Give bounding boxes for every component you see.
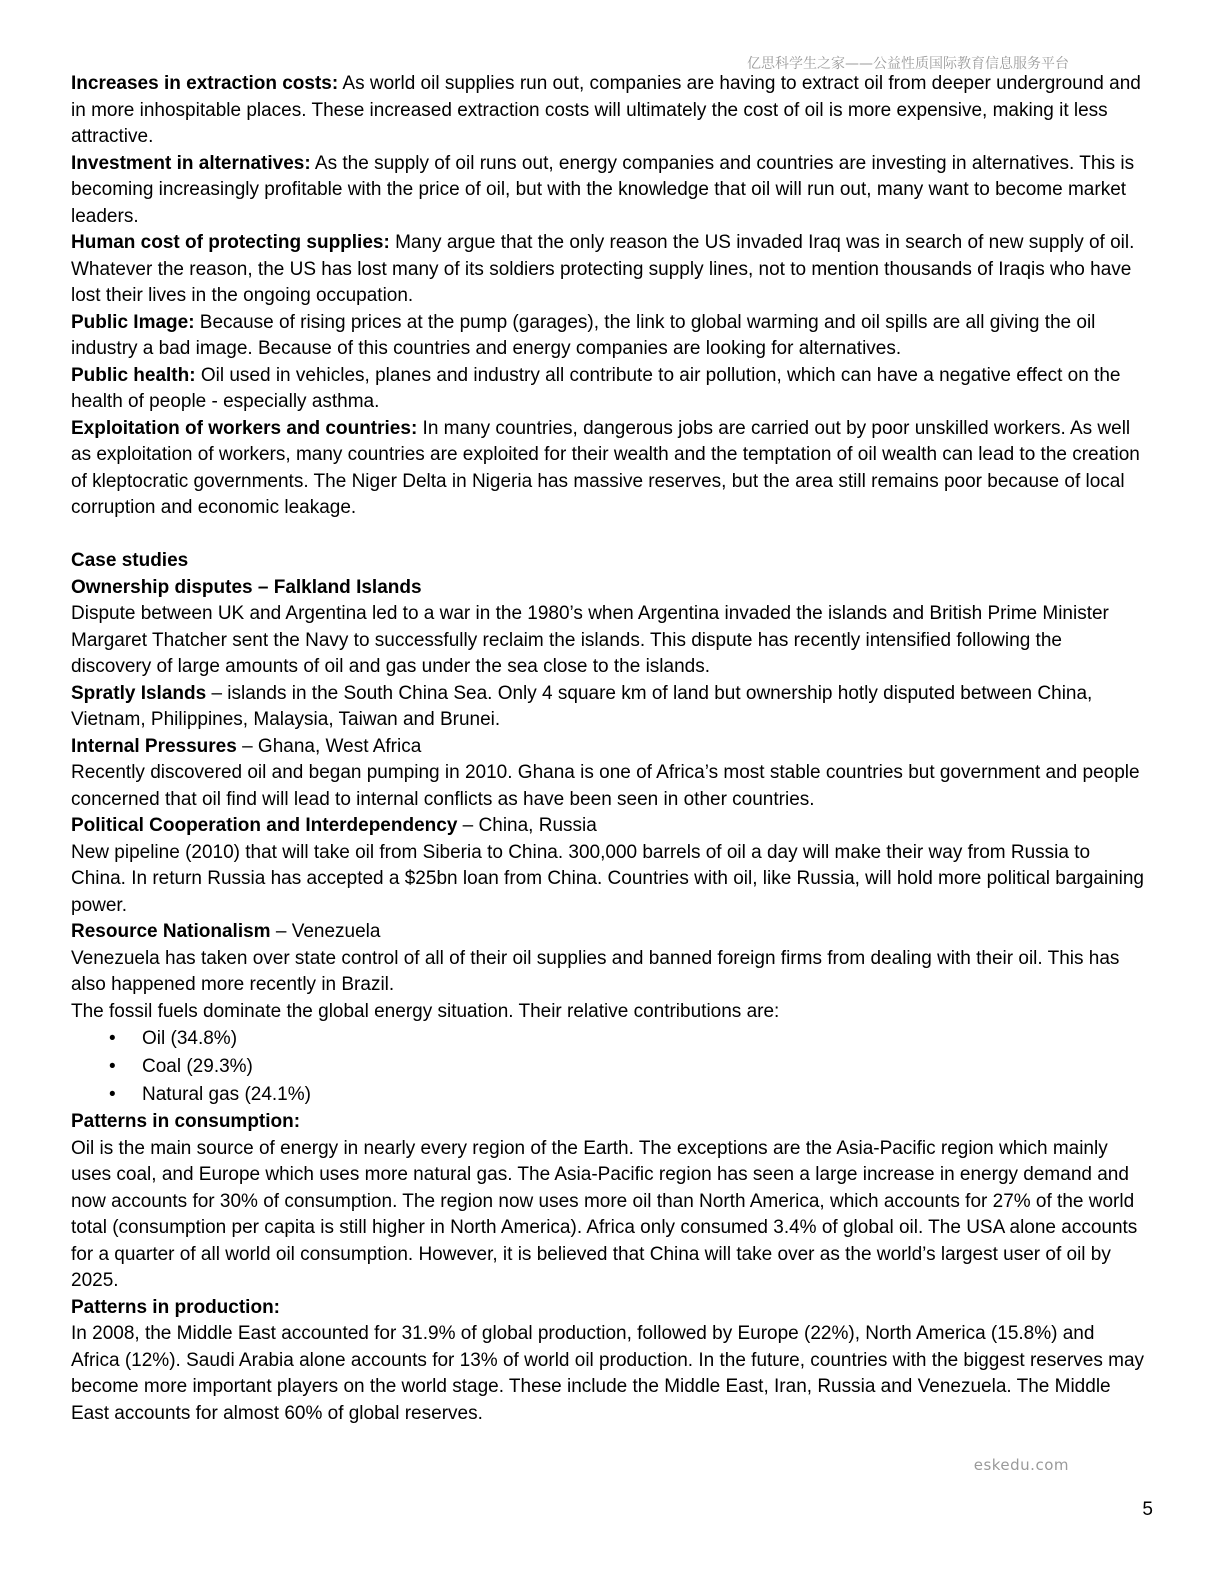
- consumption-heading: [71, 1109, 1146, 1136]
- section-text: As world oil supplies run out, companies are having to extract oil from deeper underground and in more inhospitable places. These increased extraction costs will ultimately the cost of oil is more expensive, making it less attractive.: [71, 73, 1141, 147]
- fossil-intro: The fossil fuels dominate the global energy situation. Their relative contributions are:: [71, 1000, 780, 1022]
- spratly-title: Spratly Islands: [71, 682, 207, 704]
- section-title: Human cost of protecting supplies:: [71, 232, 390, 253]
- production-text: In 2008, the Middle East accounted for 31.9% of global production, followed by Europe (22%), North America (15.8%) and Africa (12%). Saudi Arabia alone accounts for 13% of world oil production. In the future, countries with the biggest reserves may become more important players on the world stage. These include the Middle East, Iran, Russia and Venezuela. The Middle East accounts for almost 60% of global reserves.: [71, 1323, 1145, 1424]
- list-item: • Natural gas (24.1%): [71, 1081, 1146, 1109]
- section-title: Public Image:: [71, 311, 195, 333]
- section-title: Investment in alternatives:: [71, 152, 311, 174]
- section-text: Many argue that the only reason the US invaded Iraq was in search of new supply of oil. Whatever the reason, the US has lost many of its soldiers protecting supply lines, not to mention thousands of Iraqis who have lost their lives in the ongoing occupation.: [71, 232, 1135, 306]
- internal-suffix: – Ghana, West Africa: [236, 735, 422, 757]
- political-text: New pipeline (2010) that will take oil from Siberia to China. 300,000 barrels of oil a day will make their way from Russia to China. In return Russia has accepted a $25bn loan from China. Countries with oil, like Russia, will hold more political bargaining power.: [71, 841, 1144, 916]
- fossil-list: [71, 1025, 1146, 1109]
- section-public-health: [71, 363, 1146, 416]
- section-public-image: [71, 310, 1146, 363]
- heading-text: Ownership disputes – Falkland Islands: [71, 576, 422, 598]
- political-suffix: – China, Russia: [457, 815, 597, 836]
- page-content: [71, 71, 1146, 1427]
- internal-title: Internal Pressures: [71, 735, 237, 757]
- section-exploitation: [71, 416, 1146, 522]
- section-text: In many countries, dangerous jobs are carried out by poor unskilled workers. As well as exploitation of workers, many countries are exploited for their wealth and the temptation of oil wealth can lead to the creation of kleptocratic governments. The Niger Delta in Nigeria has massive reserves, but the area still remains poor because of local corruption and economic leakage.: [71, 417, 1140, 518]
- internal-text: Recently discovered oil and began pumping in 2010. Ghana is one of Africa’s most stable countries but government and people concerned that oil find will lead to internal conflicts as have been seen in other countries.: [71, 762, 1140, 810]
- spacer: [71, 522, 1146, 549]
- section-text: As the supply of oil runs out, energy companies and countries are investing in alternatives. This is becoming increasingly profitable with the price of oil, but with the knowledge that oil will run out, many want to become market leaders.: [71, 152, 1135, 227]
- heading-text: Patterns in consumption:: [71, 1111, 301, 1132]
- header-watermark: 亿思科学生之家——公益性质国际教育信息服务平台: [747, 56, 1069, 72]
- section-text: Oil used in vehicles, planes and industry all contribute to air pollution, which can have a negative effect on the health of people - especially asthma.: [71, 364, 1121, 412]
- section-extraction-costs: [71, 71, 1146, 151]
- nationalism-title: Resource Nationalism: [71, 921, 271, 942]
- spratly-text: – islands in the South China Sea. Only 4 square km of land but ownership hotly disputed between China, Vietnam, Philippines, Malaysia, Taiwan and Brunei.: [71, 682, 1093, 730]
- internal-heading: [71, 734, 1146, 761]
- section-title: Public health:: [71, 364, 196, 386]
- political-heading: [71, 813, 1146, 840]
- nationalism-suffix: – Venezuela: [270, 921, 381, 942]
- heading-text: Case studies: [71, 550, 189, 571]
- production-heading: [71, 1295, 1146, 1322]
- section-investment: [71, 151, 1146, 231]
- list-item: • Oil (34.8%): [71, 1025, 1146, 1053]
- footer-watermark: eskedu.com: [973, 1456, 1069, 1474]
- heading-text: Patterns in production:: [71, 1296, 280, 1318]
- section-title: Exploitation of workers and countries:: [71, 417, 418, 439]
- section-text: Because of rising prices at the pump (garages), the link to global warming and oil spills are all giving the oil industry a bad image. Because of this countries and energy companies are looking for alternatives.: [71, 311, 1096, 359]
- consumption-text: Oil is the main source of energy in nearly every region of the Earth. The exceptions are the Asia-Pacific region which mainly uses coal, and Europe which uses more natural gas. The Asia-Pacific region has seen a large increase in energy demand and now accounts for 30% of consumption. The region now uses more oil than North America, which accounts for 27% of the world total (consumption per capita is still higher in North America). Africa only consumed 3.4% of global oil. The USA alone accounts for a quarter of all world oil consumption. However, it is believed that China will take over as the world’s largest user of oil by 2025.: [71, 1137, 1138, 1291]
- page-number: 5: [1142, 1499, 1153, 1520]
- section-title: Increases in extraction costs:: [71, 73, 339, 94]
- list-item: • Coal (29.3%): [71, 1053, 1146, 1081]
- spratly-paragraph: [71, 681, 1146, 734]
- political-title: Political Cooperation and Interdependency: [71, 815, 458, 836]
- nationalism-heading: [71, 919, 1146, 946]
- falklands-text: Dispute between UK and Argentina led to a war in the 1980’s when Argentina invaded the islands and British Prime Minister Margaret Thatcher sent the Navy to successfully reclaim the islands. This dispute has recently intensified following the discovery of large amounts of oil and gas under the sea close to the islands.: [71, 603, 1109, 677]
- section-human-cost: [71, 230, 1146, 310]
- falklands-heading: [71, 575, 1146, 602]
- nationalism-text: Venezuela has taken over state control of all of their oil supplies and banned foreign firms from dealing with their oil. This has also happened more recently in Brazil.: [71, 947, 1120, 995]
- case-studies-heading: [71, 548, 1146, 575]
